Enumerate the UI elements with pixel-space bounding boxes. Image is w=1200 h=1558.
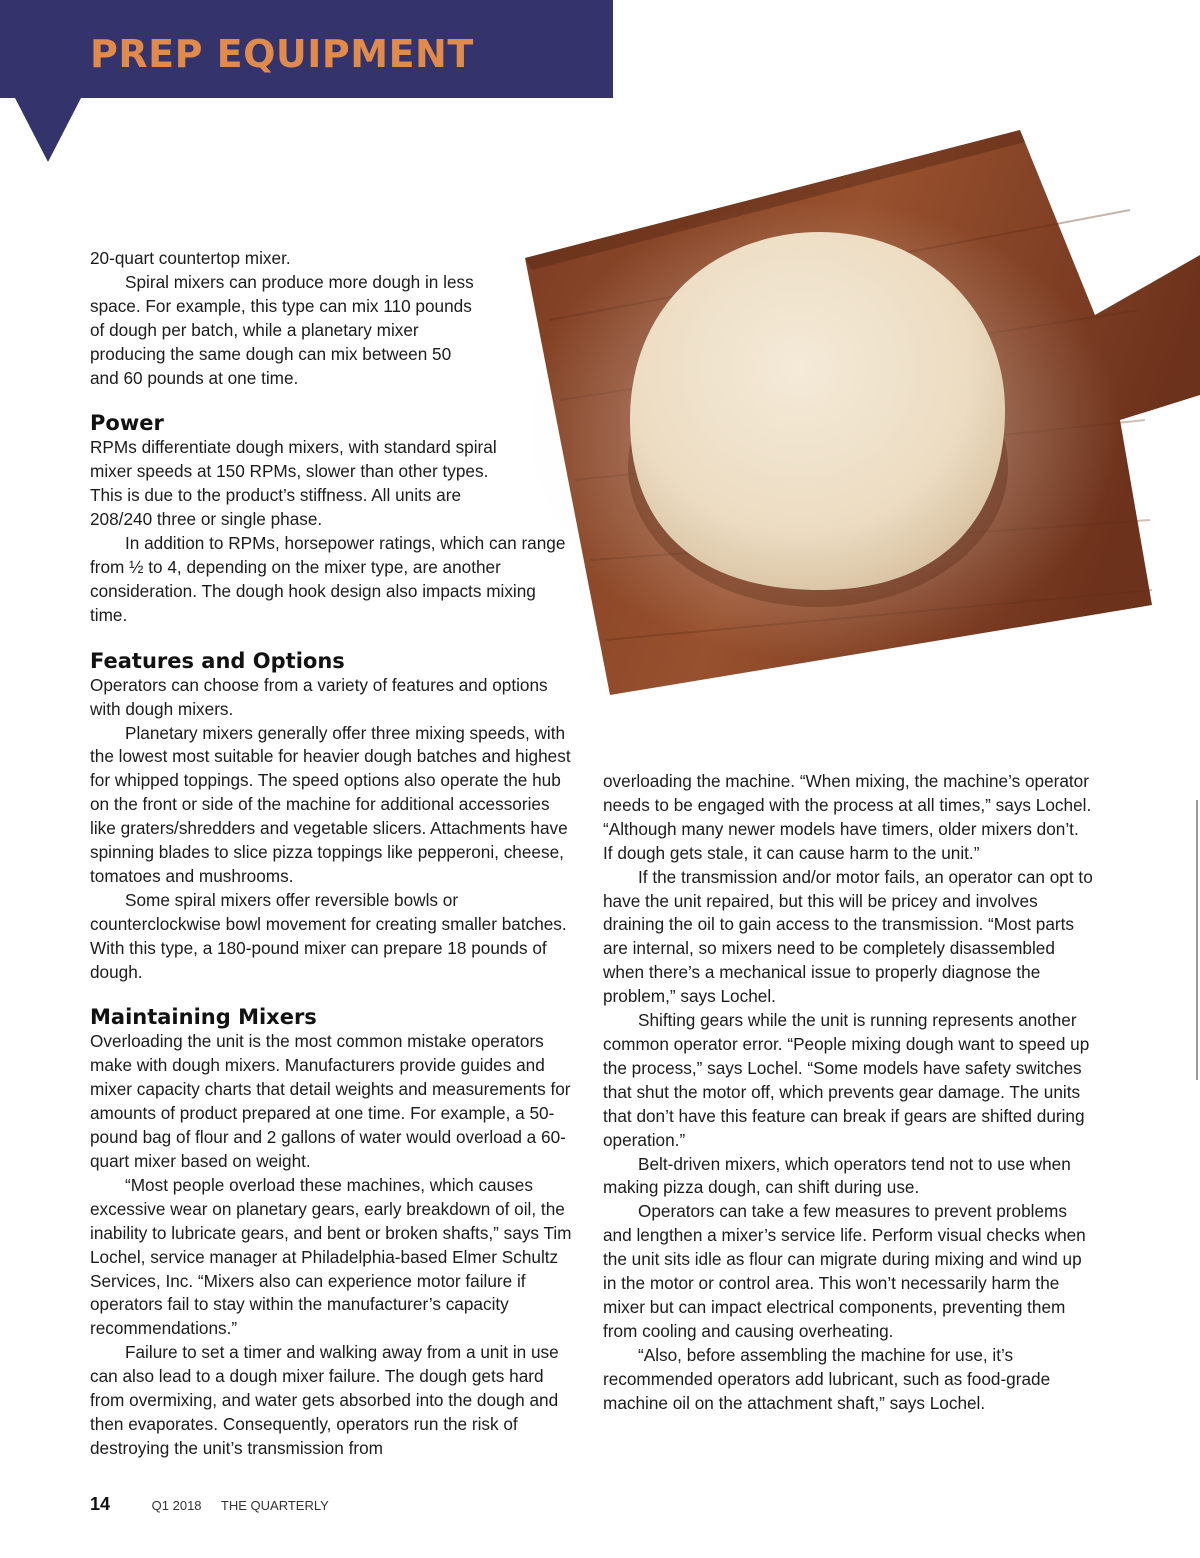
paragraph: 20-quart countertop mixer. bbox=[90, 248, 291, 268]
paragraph: Planetary mixers generally offer three mixing speeds, with the lowest most suitable for heavier dough batches and highest for whipped toppings. The speed options also operate the hub on the front or side of the machine for additional accessories like graters/shredders and vegetable slicers. Attachments have spinning blades to slice pizza toppings like pepperoni, cheese, tomatoes and mushrooms. bbox=[90, 722, 571, 886]
heading-power: Power bbox=[90, 411, 164, 436]
section-title: PREP EQUIPMENT bbox=[90, 32, 474, 76]
publication-name: THE QUARTERLY bbox=[220, 1498, 329, 1513]
paragraph: In addition to RPMs, horsepower ratings, which can range from ½ to 4, depending on the mixer type, are another consideration. The dough hook design also impacts mixing time. bbox=[90, 533, 566, 625]
paragraph: “Also, before assembling the machine for use, it’s recommended operators add lubricant, such as food-grade machine oil on the attachment shaft,” says Lochel. bbox=[603, 1344, 1051, 1413]
margin-rule bbox=[1196, 800, 1198, 1080]
paragraph: Failure to set a timer and walking away from a unit in use can also lead to a dough mixer failure. The dough gets hard from overmixing, and water gets absorbed into the dough and then evaporates. Consequently, operators run the risk of destroying the unit’s transmission from bbox=[90, 1342, 559, 1458]
heading-features: Features and Options bbox=[90, 648, 345, 673]
dough-ball bbox=[628, 232, 1008, 607]
page-number: 14 bbox=[90, 1494, 111, 1514]
paragraph: Spiral mixers can produce more dough in less space. For example, this type can mix 110 pounds of dough per batch, while a planetary mixer producing the same dough can mix between 50 and 60 pounds at one time. bbox=[90, 271, 474, 388]
section-banner bbox=[0, 0, 613, 98]
paragraph: Some spiral mixers offer reversible bowls or counterclockwise bowl movement for creating smaller batches. With this type, a 180-pound mixer can prepare 18 pounds of dough. bbox=[90, 889, 567, 982]
paragraph: overloading the machine. “When mixing, the machine’s operator needs to be engaged with the process at all times,” says Lochel. “Although many newer models have timers, older mixers don’t. If dough gets stale, it can cause harm to the unit.” bbox=[603, 771, 1092, 863]
paragraph: If the transmission and/or motor fails, an operator can opt to have the unit repaired, but this will be pricey and involves draining the oil to gain access to the transmission. “Most parts are internal, so mixers need to be completely disassembled when there’s a mechanical issue to properly diagnose the problem,” says Lochel. bbox=[603, 866, 1093, 1007]
left-column bbox=[90, 247, 578, 1461]
right-column bbox=[603, 770, 1093, 1415]
paragraph: Belt-driven mixers, which operators tend not to use when making pizza dough, can shift during use. bbox=[603, 1153, 1071, 1198]
paragraph: RPMs differentiate dough mixers, with standard spiral mixer speeds at 150 RPMs, slower than other types. This is due to the product’s stiffness. All units are 208/240 three or single phase. bbox=[90, 437, 497, 530]
paragraph: “Most people overload these machines, which causes excessive wear on planetary gears, early breakdown of oil, the inability to lubricate gears, and bent or broken shafts,” says Tim Lochel, service manager at Philadelphia-based Elmer Schultz Services, Inc. “Mixers also can experience motor failure if operators fail to stay within the manufacturer’s capacity recommendations.” bbox=[90, 1174, 572, 1339]
paragraph: Operators can take a few measures to prevent problems and lengthen a mixer’s service life. Perform visual checks when the unit sits idle as flour can migrate during mixing and wind up in the motor or control area. This won’t necessarily harm the mixer but can impact electrical components, preventing them from cooling and causing overheating. bbox=[603, 1201, 1086, 1341]
paragraph: Shifting gears while the unit is running represents another common operator error. “People mixing dough want to speed up the process,” says Lochel. “Some models have safety switches that shut the motor off, which prevents gear damage. The units that don’t have this feature can break if gears are shifted during operation.” bbox=[603, 1010, 1090, 1150]
page-footer bbox=[90, 1494, 329, 1515]
paragraph: Operators can choose from a variety of features and options with dough mixers. bbox=[90, 674, 548, 719]
banner-notch bbox=[15, 98, 81, 162]
paragraph: Overloading the unit is the most common mistake operators make with dough mixers. Manufacturers provide guides and mixer capacity charts that detail weights and measurements for amounts of product prepared at one time. For example, a 50-pound bag of flour and 2 gallons of water would overload a 60-quart mixer based on weight. bbox=[90, 1031, 571, 1171]
issue-label: Q1 2018 bbox=[151, 1498, 202, 1513]
dough-on-peel-photo bbox=[520, 120, 1200, 695]
heading-maintaining: Maintaining Mixers bbox=[90, 1005, 317, 1030]
